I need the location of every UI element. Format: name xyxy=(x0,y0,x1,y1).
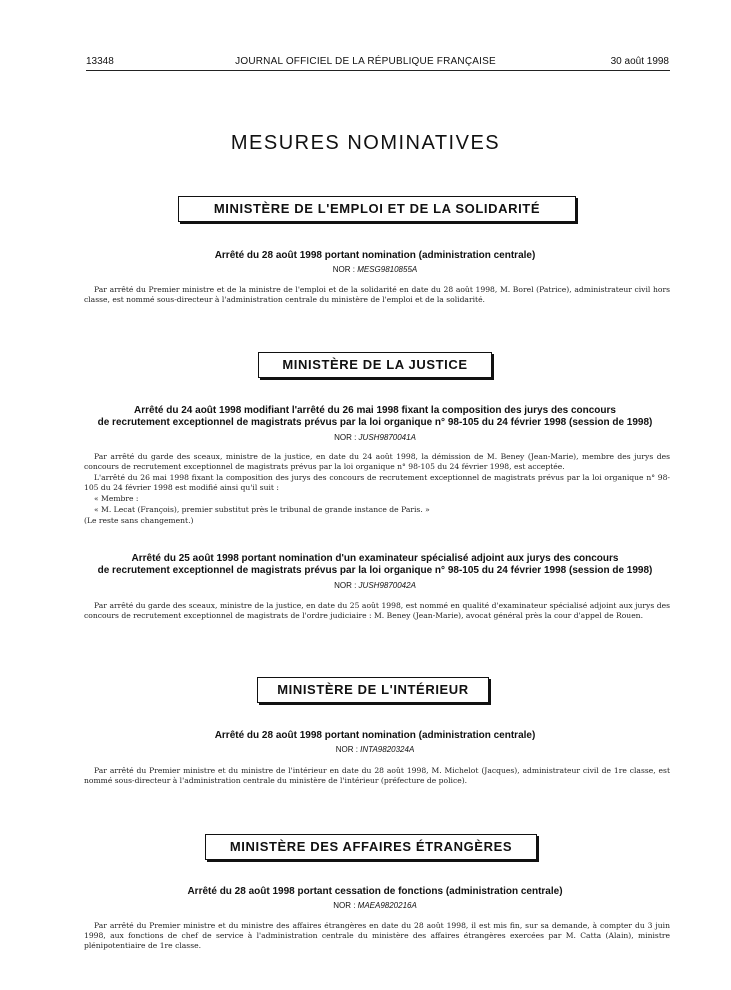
paragraph: « M. Lecat (François), premier substitut près le tribunal de grande instance de Paris. » xyxy=(94,505,430,514)
arrete-body xyxy=(84,921,670,952)
nor-label: NOR : xyxy=(332,265,355,274)
nor-label: NOR : xyxy=(334,433,357,442)
paragraph: « Membre : xyxy=(94,494,139,503)
nor-label: NOR : xyxy=(335,745,358,754)
arrete-title xyxy=(80,250,670,262)
arrete-body xyxy=(84,452,670,527)
nor-reference xyxy=(80,901,670,910)
arrete-title xyxy=(80,553,670,577)
paragraph: Par arrêté du Premier ministre et du ministre de l'intérieur en date du 28 août 1998, M. Michelot (Jacques), administrateur civil de 1re classe, est nommé sous-directeur à l'administration centrale du ministère de l'intérieur (préfecture de police). xyxy=(84,766,670,785)
paragraph: Par arrêté du Premier ministre et du ministre des affaires étrangères en date du 28 août 1998, il est mis fin, sur sa demande, à compter du 3 juin 1998, aux fonctions de chef de service à l'administration centrale du ministère des affaires étrangères exercées par M. Catta (Alain), ministre plénipotentiaire de 1re classe. xyxy=(84,921,670,950)
arrete-title-line: Arrêté du 28 août 1998 portant nomination (administration centrale) xyxy=(214,250,536,261)
nor-reference xyxy=(80,265,670,274)
nor-code: MAEA9820216A xyxy=(357,901,417,910)
nor-label: NOR : xyxy=(334,581,357,590)
nor-code: JUSH9870042A xyxy=(358,581,416,590)
arrete-title xyxy=(80,405,670,429)
nor-label: NOR : xyxy=(333,901,356,910)
nor-reference xyxy=(80,433,670,442)
journal-title: JOURNAL OFFICIEL DE LA RÉPUBLIQUE FRANÇAISE xyxy=(235,56,496,67)
paragraph: Par arrêté du garde des sceaux, ministre de la justice, en date du 25 août 1998, est nommé en qualité d'examinateur spécialisé adjoint aux jurys des concours de recrutement exceptionnel de magistrats de l'ordre judiciaire : M. Beney (Jean-Marie), avocat général près la cour d'appel de Rouen. xyxy=(84,601,670,620)
nor-reference xyxy=(80,745,670,754)
arrete-body xyxy=(84,766,670,787)
page-number: 13348 xyxy=(86,56,114,67)
paragraph: L'arrêté du 26 mai 1998 fixant la composition des jurys des concours de recrutement exceptionnel de magistrats prévus par la loi organique n° 98-105 du 24 février 1998 est modifié ainsi qu'il suit : xyxy=(84,473,670,492)
arrete-body xyxy=(84,285,670,306)
arrete-title-line: de recrutement exceptionnel de magistrats prévus par la loi organique n° 98-105 du 24 février 1998 (session de 1998) xyxy=(97,417,653,428)
issue-date: 30 août 1998 xyxy=(610,56,669,67)
nor-reference xyxy=(80,581,670,590)
ministry-heading-emploi: MINISTÈRE DE L'EMPLOI ET DE LA SOLIDARITÉ xyxy=(178,196,576,222)
paragraph: (Le reste sans changement.) xyxy=(84,516,194,525)
arrete-title-line: Arrêté du 24 août 1998 modifiant l'arrêté du 26 mai 1998 fixant la composition des jurys des concours xyxy=(134,405,616,416)
arrete-title xyxy=(80,730,670,742)
ministry-heading-interieur: MINISTÈRE DE L'INTÉRIEUR xyxy=(257,677,489,703)
arrete-title xyxy=(80,886,670,898)
arrete-title-line: de recrutement exceptionnel de magistrats prévus par la loi organique n° 98-105 du 24 février 1998 (session de 1998) xyxy=(97,565,653,576)
page-title: MESURES NOMINATIVES xyxy=(230,132,501,154)
arrete-title-line: Arrêté du 28 août 1998 portant cessation de fonctions (administration centrale) xyxy=(187,886,563,897)
paragraph: Par arrêté du garde des sceaux, ministre de la justice, en date du 24 août 1998, la démission de M. Beney (Jean-Marie), membre des jurys des concours de recrutement exceptionnel de magistrats prévus par la loi organique n° 98-105 du 24 février 1998, est acceptée. xyxy=(84,452,670,471)
header-rule xyxy=(86,70,670,71)
nor-code: JUSH9870041A xyxy=(358,433,416,442)
arrete-title-line: Arrêté du 28 août 1998 portant nomination (administration centrale) xyxy=(214,730,536,741)
ministry-heading-justice: MINISTÈRE DE LA JUSTICE xyxy=(258,352,492,378)
arrete-title-line: Arrêté du 25 août 1998 portant nomination d'un examinateur spécialisé adjoint aux jurys des concours xyxy=(131,553,619,564)
paragraph: Par arrêté du Premier ministre et de la ministre de l'emploi et de la solidarité en date du 28 août 1998, M. Borel (Patrice), administrateur civil hors classe, est nommé sous-directeur à l'administration centrale du ministère de l'emploi et de la solidarité. xyxy=(84,285,670,304)
nor-code: MESG9810855A xyxy=(357,265,418,274)
nor-code: INTA9820324A xyxy=(360,745,415,754)
arrete-body xyxy=(84,601,670,622)
ministry-heading-affaires-etrangeres: MINISTÈRE DES AFFAIRES ÉTRANGÈRES xyxy=(205,834,537,860)
